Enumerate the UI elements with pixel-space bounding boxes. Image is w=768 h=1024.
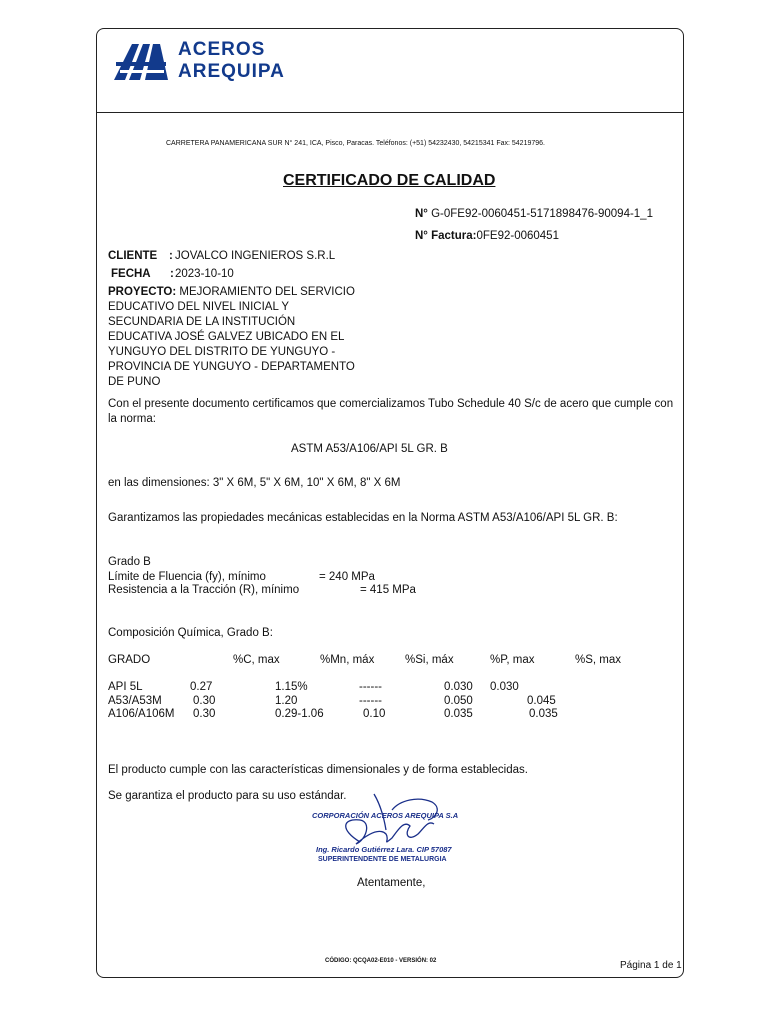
- invoice-number-label: N° Factura:: [415, 230, 477, 242]
- table-row-grade: API 5L: [108, 681, 143, 693]
- table-row-si: ------: [359, 695, 382, 707]
- table-row-mn: 1.20: [275, 695, 298, 707]
- aceros-arequipa-logo: [112, 40, 312, 84]
- table-row-c: 0.30: [193, 695, 216, 707]
- table-row-c: 0.30: [193, 708, 216, 720]
- table-header-mn: %Mn, máx: [320, 654, 375, 666]
- yield-label: Límite de Fluencia (fy), mínimo: [108, 571, 266, 583]
- closing-salutation: Atentamente,: [357, 877, 426, 889]
- intro-paragraph: Con el presente documento certificamos que comercializamos Tubo Schedule 40 S/c de acero que cumple con la norma:: [108, 398, 674, 425]
- certificate-number-label: N°: [415, 208, 428, 220]
- aceros-arequipa-logo-icon: [112, 42, 170, 82]
- handwritten-signature-icon: [300, 790, 490, 880]
- table-row-p: 0.050: [444, 695, 473, 707]
- table-row-p: 0.035: [444, 708, 473, 720]
- tensile-value: = 415 MPa: [360, 584, 416, 596]
- grade-label: Grado B: [108, 556, 151, 568]
- client-label: CLIENTE: [108, 250, 158, 262]
- dimensions-text: en las dimensiones: 3" X 6M, 5" X 6M, 10" X 6M, 8" X 6M: [108, 477, 401, 489]
- table-row-si: ------: [359, 681, 382, 693]
- table-row-p: 0.030: [444, 681, 473, 693]
- yield-value: = 240 MPa: [319, 571, 375, 583]
- invoice-number-row: [415, 230, 559, 242]
- signature-stamp: [300, 790, 490, 880]
- signature-name: Ing. Ricardo Gutiérrez Lara. CIP 57087: [316, 845, 452, 854]
- project-block: [108, 285, 358, 390]
- table-row-grade: A53/A53M: [108, 695, 162, 707]
- certificate-number-value: G-0FE92-0060451-5171898476-90094-1_1: [431, 208, 653, 220]
- table-header-s: %S, max: [575, 654, 622, 666]
- client-separator: :: [169, 250, 173, 262]
- project-value: MEJORAMIENTO DEL SERVICIO EDUCATIVO DEL NIVEL INICIAL Y SECUNDARIA DE LA INSTITUCIÓN EDUCATIVA JOSÉ GALVEZ UBICADO EN EL YUNGUYO DEL DISTRITO DE YUNGUYO - PROVINCIA DE YUNGUYO - DEPARTAMENTO DE PUNO: [108, 286, 355, 388]
- invoice-number-value: 0FE92-0060451: [476, 230, 559, 242]
- composition-title: Composición Química, Grado B:: [108, 627, 273, 639]
- signature-role: SUPERINTENDENTE DE METALURGIA: [318, 856, 447, 863]
- date-separator: :: [170, 268, 174, 280]
- table-row-s: 0.045: [527, 695, 556, 707]
- table-row-mn: 1.15%: [275, 681, 308, 693]
- usage-guarantee-text: Se garantiza el producto para su uso estándar.: [108, 790, 347, 802]
- table-header-c: %C, max: [233, 654, 280, 666]
- signature-company: CORPORACIÓN ACEROS AREQUIPA S.A: [312, 811, 459, 820]
- date-value: 2023-10-10: [175, 268, 234, 280]
- table-row-mn: 0.29-1.06: [275, 708, 324, 720]
- table-header-si: %Si, máx: [405, 654, 454, 666]
- header-divider: [97, 112, 683, 113]
- logo-text-line2: AREQUIPA: [178, 61, 285, 82]
- company-address: CARRETERA PANAMERICANA SUR N° 241, ICA, Pisco, Paracas. Teléfonos: (+51) 54232430, 54215341 Fax: 54219796.: [166, 140, 545, 147]
- table-header-p: %P, max: [490, 654, 535, 666]
- logo-text-line1: ACEROS: [178, 39, 266, 60]
- table-row-s: 0.035: [529, 708, 558, 720]
- table-header-grade: GRADO: [108, 654, 151, 666]
- document-title: CERTIFICADO DE CALIDAD: [283, 172, 496, 189]
- standard-name: ASTM A53/A106/API 5L GR. B: [291, 443, 448, 455]
- guarantee-text: Garantizamos las propiedades mecánicas establecidas en la Norma ASTM A53/A106/API 5L GR. B:: [108, 512, 618, 524]
- tensile-label: Resistencia a la Tracción (R), mínimo: [108, 584, 300, 596]
- project-label: PROYECTO:: [108, 286, 177, 298]
- certificate-number-row: [415, 208, 653, 220]
- page-number: Página 1 de 1: [620, 960, 682, 971]
- document-code: CÓDIGO: QCQA02-E010 - VERSIÓN: 02: [325, 958, 437, 964]
- date-label: FECHA: [111, 268, 151, 280]
- table-row-s: 0.030: [490, 681, 519, 693]
- client-value: JOVALCO INGENIEROS S.R.L: [175, 250, 336, 262]
- compliance-text: El producto cumple con las características dimensionales y de forma establecidas.: [108, 764, 528, 776]
- table-row-grade: A106/A106M: [108, 708, 175, 720]
- table-row-si: 0.10: [363, 708, 386, 720]
- table-row-c: 0.27: [190, 681, 213, 693]
